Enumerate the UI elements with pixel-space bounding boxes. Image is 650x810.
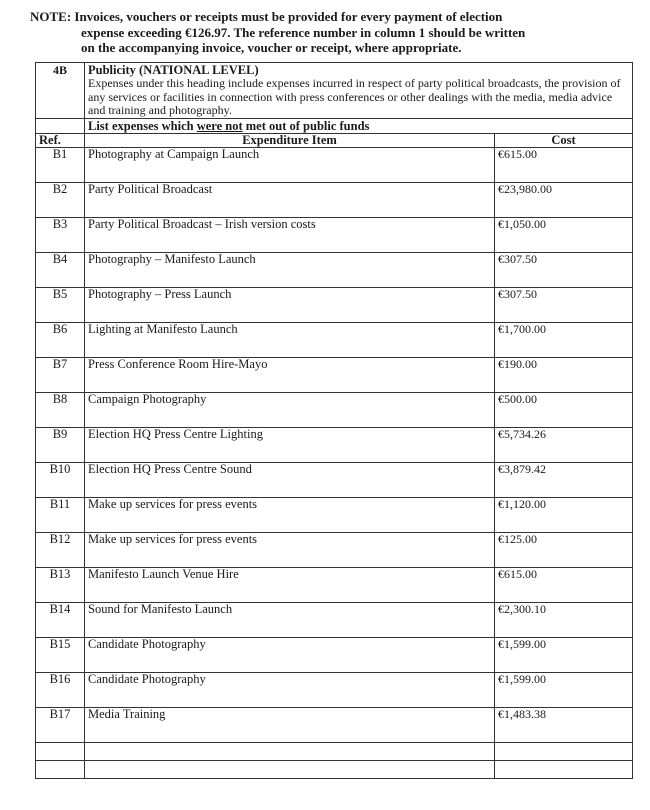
blank-row [36, 742, 633, 760]
item-cell: Election HQ Press Centre Lighting [85, 427, 495, 462]
cost-cell: €2,300.10 [495, 602, 633, 637]
cost-cell: €1,599.00 [495, 672, 633, 707]
table-row [36, 707, 633, 742]
cost-cell: €5,734.26 [495, 427, 633, 462]
item-cell: Party Political Broadcast – Irish version costs [85, 217, 495, 252]
item-cell: Candidate Photography [85, 637, 495, 672]
ref-cell: B13 [36, 567, 85, 602]
ref-cell: B17 [36, 707, 85, 742]
item-cell: Campaign Photography [85, 392, 495, 427]
cost-cell: €307.50 [495, 287, 633, 322]
table-row [36, 462, 633, 497]
ref-cell: B11 [36, 497, 85, 532]
item-cell: Press Conference Room Hire-Mayo [85, 357, 495, 392]
table-row [36, 392, 633, 427]
col-header-ref: Ref. [36, 133, 85, 147]
table-row [36, 637, 633, 672]
ref-cell: B7 [36, 357, 85, 392]
blank-cell [495, 760, 633, 778]
ref-cell: B8 [36, 392, 85, 427]
table-row [36, 672, 633, 707]
item-cell: Manifesto Launch Venue Hire [85, 567, 495, 602]
item-cell: Candidate Photography [85, 672, 495, 707]
section-description: Expenses under this heading include expenses incurred in respect of party political broadcasts, the provision of any services or facilities in connection with press conferences or other dealings with the media, media advice and training and photography. [88, 76, 621, 117]
item-cell: Party Political Broadcast [85, 182, 495, 217]
table-row [36, 602, 633, 637]
list-instruction-emphasis: were not [196, 118, 243, 133]
item-cell: Sound for Manifesto Launch [85, 602, 495, 637]
cost-cell: €500.00 [495, 392, 633, 427]
cost-cell: €23,980.00 [495, 182, 633, 217]
table-row [36, 497, 633, 532]
section-header-row [36, 63, 633, 119]
col-header-item: Expenditure Item [85, 133, 495, 147]
item-cell: Make up services for press events [85, 497, 495, 532]
blank-row [36, 760, 633, 778]
note-line-3: on the accompanying invoice, voucher or receipt, where appropriate. [81, 40, 462, 55]
column-header-row [36, 133, 633, 147]
blank-cell [36, 742, 85, 760]
item-cell: Election HQ Press Centre Sound [85, 462, 495, 497]
table-row [36, 567, 633, 602]
note-line-2: expense exceeding €126.97. The reference number in column 1 should be written [81, 24, 526, 40]
cost-cell: €615.00 [495, 567, 633, 602]
table-row [36, 252, 633, 287]
cost-cell: €1,599.00 [495, 637, 633, 672]
cost-cell: €190.00 [495, 357, 633, 392]
col-header-cost: Cost [495, 133, 633, 147]
empty-cell [36, 118, 85, 133]
cost-cell: €3,879.42 [495, 462, 633, 497]
blank-cell [85, 760, 495, 778]
ref-cell: B15 [36, 637, 85, 672]
table-row [36, 427, 633, 462]
expense-table [35, 62, 633, 779]
section-title: Publicity (NATIONAL LEVEL) [88, 63, 259, 77]
cost-cell: €125.00 [495, 532, 633, 567]
table-row [36, 532, 633, 567]
blank-cell [495, 742, 633, 760]
blank-cell [36, 760, 85, 778]
cost-cell: €1,050.00 [495, 217, 633, 252]
table-row [36, 287, 633, 322]
item-cell: Photography – Press Launch [85, 287, 495, 322]
list-instruction-row [36, 118, 633, 133]
note-paragraph [30, 9, 635, 56]
ref-cell: B14 [36, 602, 85, 637]
note-line-1: NOTE: Invoices, vouchers or receipts must be provided for every payment of election [30, 9, 503, 24]
item-cell: Lighting at Manifesto Launch [85, 322, 495, 357]
ref-cell: B16 [36, 672, 85, 707]
section-code: 4B [36, 63, 85, 119]
cost-cell: €1,120.00 [495, 497, 633, 532]
cost-cell: €615.00 [495, 147, 633, 182]
ref-cell: B10 [36, 462, 85, 497]
ref-cell: B2 [36, 182, 85, 217]
table-row [36, 357, 633, 392]
item-cell: Media Training [85, 707, 495, 742]
cost-cell: €1,483.38 [495, 707, 633, 742]
cost-cell: €1,700.00 [495, 322, 633, 357]
list-instruction [85, 118, 633, 133]
blank-cell [85, 742, 495, 760]
list-instruction-suffix: met out of public funds [242, 118, 370, 133]
table-row [36, 322, 633, 357]
item-cell: Photography at Campaign Launch [85, 147, 495, 182]
ref-cell: B5 [36, 287, 85, 322]
ref-cell: B12 [36, 532, 85, 567]
table-row [36, 217, 633, 252]
ref-cell: B6 [36, 322, 85, 357]
cost-cell: €307.50 [495, 252, 633, 287]
item-cell: Photography – Manifesto Launch [85, 252, 495, 287]
ref-cell: B1 [36, 147, 85, 182]
ref-cell: B3 [36, 217, 85, 252]
item-cell: Make up services for press events [85, 532, 495, 567]
table-row [36, 147, 633, 182]
section-header-cell [85, 63, 633, 119]
ref-cell: B4 [36, 252, 85, 287]
ref-cell: B9 [36, 427, 85, 462]
list-instruction-prefix: List expenses which [88, 118, 197, 133]
table-row [36, 182, 633, 217]
